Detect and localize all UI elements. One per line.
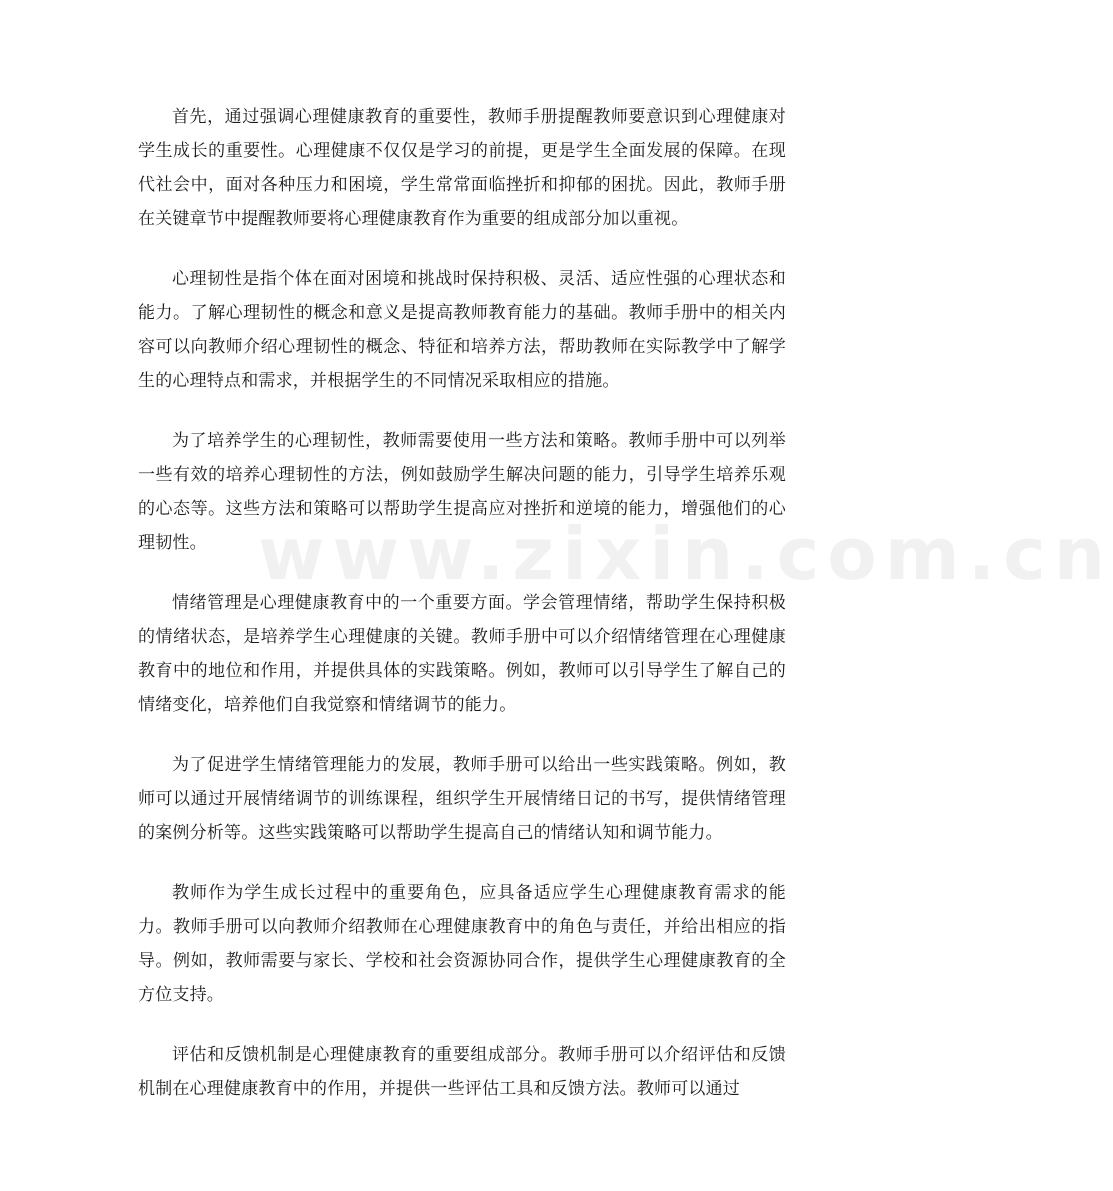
paragraph: 首先，通过强调心理健康教育的重要性，教师手册提醒教师要意识到心理健康对学生成长的重要性。心理健康不仅仅是学习的前提，更是学生全面发展的保障。在现代社会中，面对各种压力和困境，学生常常面临挫折和抑郁的困扰。因此，教师手册在关键章节中提醒教师要将心理健康教育作为重要的组成部分加以重视。: [138, 107, 786, 229]
paragraph: 心理韧性是指个体在面对困境和挑战时保持积极、灵活、适应性强的心理状态和能力。了解心理韧性的概念和意义是提高教师教育能力的基础。教师手册中的相关内容可以向教师介绍心理韧性的概念、特征和培养方法，帮助教师在实际教学中了解学生的心理特点和需求，并根据学生的不同情况采取相应的措施。: [138, 269, 786, 391]
document-body: [138, 100, 786, 1132]
paragraph: 评估和反馈机制是心理健康教育的重要组成部分。教师手册可以介绍评估和反馈机制在心理健康教育中的作用，并提供一些评估工具和反馈方法。教师可以通过: [138, 1045, 786, 1099]
paragraph: 教师作为学生成长过程中的重要角色，应具备适应学生心理健康教育需求的能力。教师手册可以向教师介绍教师在心理健康教育中的角色与责任，并给出相应的指导。例如，教师需要与家长、学校和社会资源协同合作，提供学生心理健康教育的全方位支持。: [138, 883, 786, 1005]
paragraph: 为了促进学生情绪管理能力的发展，教师手册可以给出一些实践策略。例如，教师可以通过开展情绪调节的训练课程，组织学生开展情绪日记的书写，提供情绪管理的案例分析等。这些实践策略可以帮助学生提高自己的情绪认知和调节能力。: [138, 755, 786, 843]
paragraph: 情绪管理是心理健康教育中的一个重要方面。学会管理情绪，帮助学生保持积极的情绪状态，是培养学生心理健康的关键。教师手册中可以介绍情绪管理在心理健康教育中的地位和作用，并提供具体的实践策略。例如，教师可以引导学生了解自己的情绪变化，培养他们自我觉察和情绪调节的能力。: [138, 593, 786, 715]
watermark: www.zixin.com.cn: [258, 512, 1113, 596]
paragraph: 为了培养学生的心理韧性，教师需要使用一些方法和策略。教师手册中可以列举一些有效的培养心理韧性的方法，例如鼓励学生解决问题的能力，引导学生培养乐观的心态等。这些方法和策略可以帮助学生提高应对挫折和逆境的能力，增强他们的心理韧性。: [138, 431, 786, 553]
